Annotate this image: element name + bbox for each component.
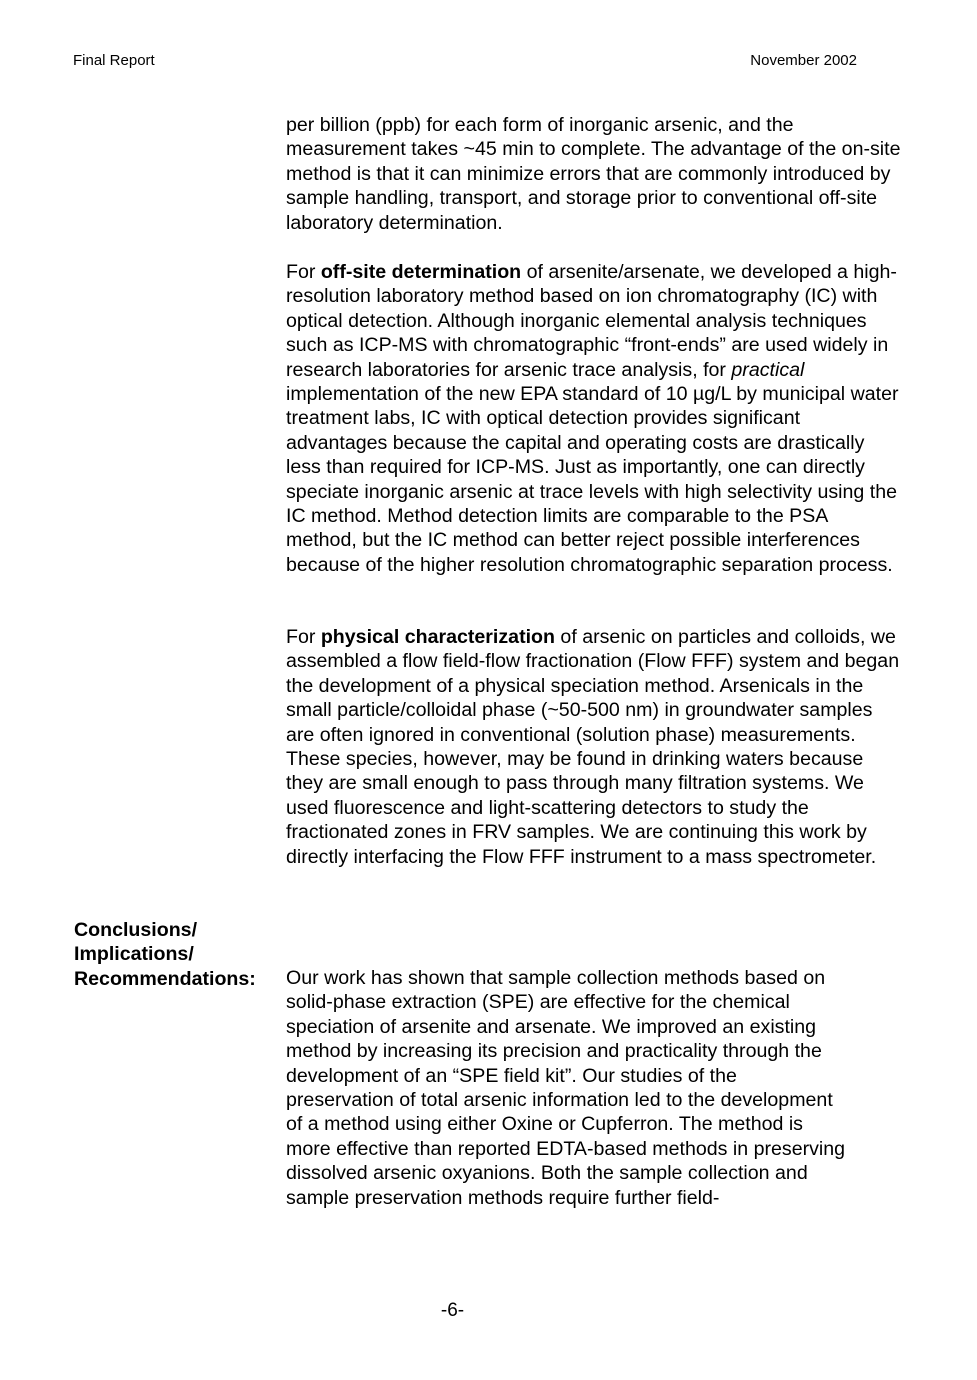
section-heading-line: Recommendations: bbox=[74, 967, 256, 990]
paragraph-physical-characterization bbox=[286, 625, 901, 869]
paragraph-onsite-method: per billion (ppb) for each form of inorganic arsenic, and the measurement takes ~45 min to complete. The advantage of the on-site method is that it can minimize errors that are commonly introduced by sample handling, transport, and storage prior to conventional off-site laboratory determination. bbox=[286, 114, 901, 234]
paragraph-lead: For bbox=[286, 626, 321, 648]
section-heading-line: Implications/ bbox=[74, 943, 194, 966]
paragraph-lead: For bbox=[286, 261, 321, 283]
paragraph-text: of arsenite/arsenate, we developed a high-resolution laboratory method based on ion chromatography (IC) with optical detection. Although inorganic elemental analysis techniques such as ICP-MS with chromatographic “front-ends” are used widely in research laboratories for arsenic trace analysis, for bbox=[286, 261, 897, 381]
bold-term-physical: physical characterization bbox=[320, 626, 555, 648]
paragraph-text: of arsenic on particles and colloids, we assembled a flow field-flow fractionation (Flow FFF) system and began the development of a physical speciation method. Arsenicals in the small particle/colloidal phase (~50-500 nm) in groundwater samples are often ignored in conventional (solution phase) measurements. These species, however, may be found in drinking waters because they are small enough to pass through many filtration systems. We used fluorescence and light-scattering detectors to study the fractionated zones in FRV samples. We are continuing this work by directly interfacing the Flow FFF instrument to a mass spectrometer. bbox=[286, 626, 900, 868]
page-number: -6- bbox=[440, 1300, 465, 1321]
bold-term-offsite: off-site determination bbox=[320, 261, 522, 283]
header-report-title: Final Report bbox=[73, 52, 155, 69]
header-date: November 2002 bbox=[750, 52, 857, 69]
paragraph-conclusions: Our work has shown that sample collection methods based on solid-phase extraction (SPE) are effective for the chemical speciation of arsenite and arsenate. We improved an existing method by increasing its precision and practicality through the development of an “SPE field kit”. Our studies of the preservation of total arsenic information led to the development of a method using either Oxine or Cupferron. The method is more effective than reported EDTA-based methods in preserving dissolved arsenic oxyanions. Both the sample collection and sample preservation methods require further field- bbox=[286, 967, 846, 1209]
paragraph-offsite-determination bbox=[286, 260, 901, 577]
section-heading-conclusions bbox=[74, 918, 284, 991]
italic-term-practical: practical bbox=[731, 358, 805, 381]
paragraph-text: implementation of the new EPA standard of 10 µg/L by municipal water treatment labs, IC with optical detection provides significant advantages because the capital and operating costs are drastically less than required for ICP-MS. Just as importantly, one can directly speciate inorganic arsenic at trace levels with high selectivity using the IC method. Method detection limits are comparable to the PSA method, but the IC method can better reject possible interferences because of the higher resolution chromatographic separation process. bbox=[286, 383, 899, 576]
section-heading-line: Conclusions/ bbox=[74, 919, 198, 941]
